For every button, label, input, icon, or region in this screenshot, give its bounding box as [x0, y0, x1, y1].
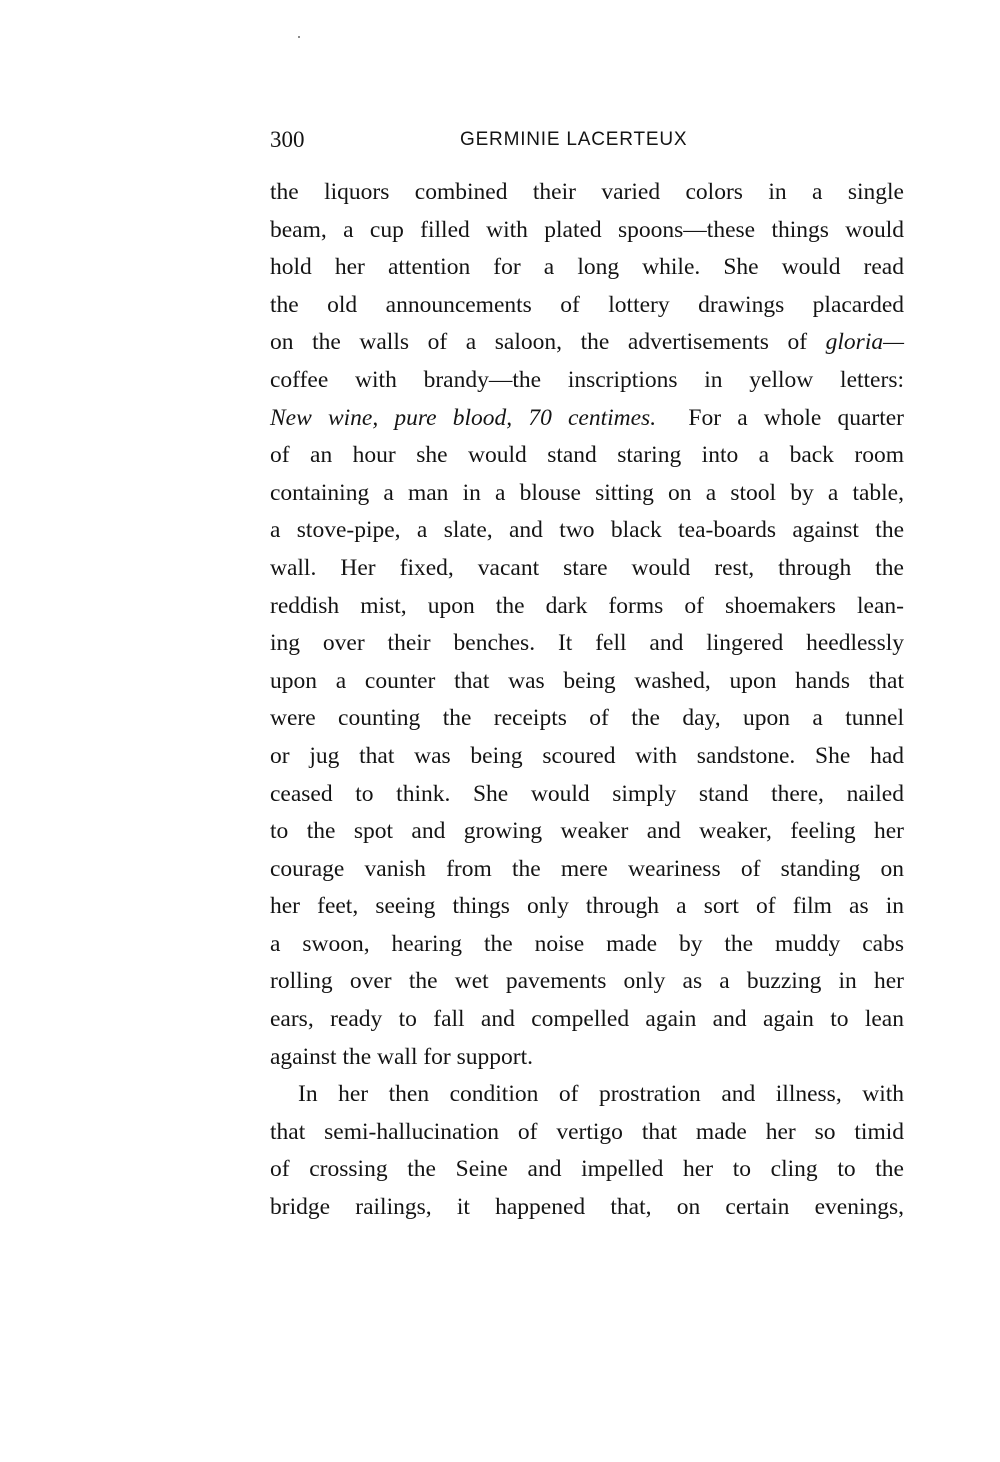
text-line: or jug that was being scoured with sandstone. She had — [270, 742, 904, 769]
text-line: that semi-hallucination of vertigo that made her so timid — [270, 1118, 904, 1145]
text-line: containing a man in a blouse sitting on a stool by a table, — [270, 479, 904, 506]
text-line: of crossing the Seine and impelled her to cling to the — [270, 1156, 904, 1183]
italic-word: gloria— — [825, 329, 904, 356]
text-line: In her then condition of prostration and illness, with — [298, 1081, 904, 1108]
text-line: beam, a cup filled with plated spoons—these things would — [270, 216, 904, 243]
page-header — [270, 124, 906, 156]
text-line: ears, ready to fall and compelled again and again to lean — [270, 1006, 904, 1033]
text-line: courage vanish from the mere weariness of standing on — [270, 855, 904, 882]
text-line: her feet, seeing things only through a sort of film as in — [270, 893, 904, 920]
page-number: 300 — [270, 127, 305, 152]
text-line: wall. Her fixed, vacant stare would rest, through the — [270, 554, 904, 581]
text-line: bridge railings, it happened that, on certain evenings, — [270, 1194, 904, 1221]
text-line: hold her attention for a long while. She would read — [270, 254, 904, 281]
text-segment: For a whole quarter — [656, 404, 904, 431]
text-line: reddish mist, upon the dark forms of shoemakers lean- — [270, 592, 904, 619]
text-line: the old announcements of lottery drawings placarded — [270, 291, 904, 318]
running-head: GERMINIE LACERTEUX — [460, 129, 688, 150]
text-line: a swoon, hearing the noise made by the muddy cabs — [270, 930, 904, 957]
text-line: coffee with brandy—the inscriptions in yellow letters: — [270, 366, 904, 393]
text-line: a stove-pipe, a slate, and two black tea-boards against the — [270, 517, 904, 544]
text-line: ing over their benches. It fell and lingered heedlessly — [270, 630, 904, 657]
text-line-with-italic — [270, 400, 904, 438]
text-line: rolling over the wet pavements only as a buzzing in her — [270, 968, 904, 995]
text-line: were counting the receipts of the day, upon a tunnel — [270, 705, 904, 732]
text-line: against the wall for support. — [270, 1043, 534, 1070]
text-segment: on the walls of a saloon, the advertisements of — [270, 329, 826, 356]
text-line: of an hour she would stand staring into a back room — [270, 442, 904, 469]
italic-phrase: New wine, pure blood, 70 centimes. — [270, 404, 657, 431]
text-line: to the spot and growing weaker and weaker, feeling her — [270, 818, 904, 845]
paragraph-2 — [270, 1076, 904, 1226]
scan-speck — [298, 36, 300, 38]
text-line: the liquors combined their varied colors in a single — [270, 179, 904, 205]
paragraph-1 — [270, 174, 904, 1076]
text-line: upon a counter that was being washed, upon hands that — [270, 667, 904, 694]
text-line: ceased to think. She would simply stand there, nailed — [270, 780, 904, 807]
body-text — [270, 174, 904, 1227]
text-line-with-italic — [270, 324, 904, 362]
